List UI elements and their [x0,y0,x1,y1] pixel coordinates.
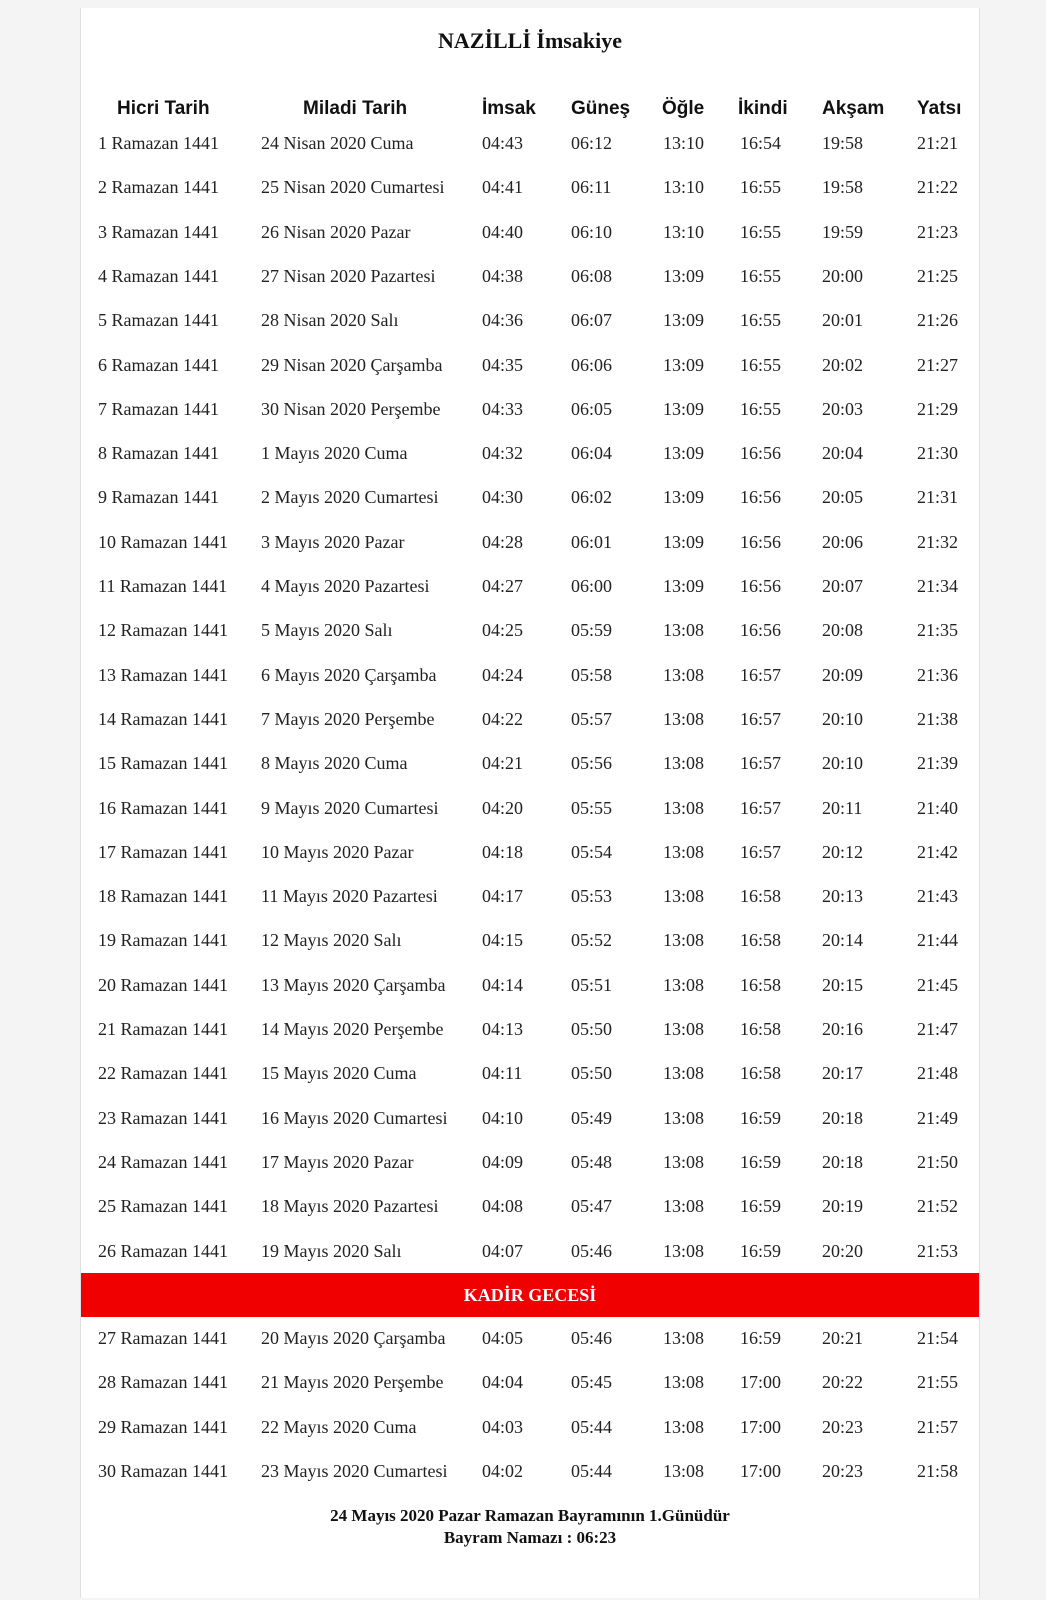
header-imsak: İmsak [482,98,536,119]
cell-imsak: 04:33 [482,398,524,419]
cell-aksam: 19:59 [822,221,864,242]
cell-ikindi: 16:59 [740,1151,782,1172]
cell-ogle: 13:08 [663,1019,705,1039]
cell-miladi-tarih: 22 Mayıs 2020 Cuma [261,1416,417,1437]
cell-ikindi: 16:59 [740,1107,782,1128]
cell-hicri-tarih: 13 Ramazan 1441 [98,664,228,685]
cell-aksam: 20:18 [822,1107,864,1128]
cell-ogle: 13:08 [663,708,705,729]
cell-gunes: 05:59 [571,620,613,641]
cell-hicri-tarih: 23 Ramazan 1441 [98,1107,228,1128]
cell-miladi-tarih: 5 Mayıs 2020 Salı [261,620,393,641]
header-hicri-tarih: Hicri Tarih [117,98,210,119]
cell-ikindi: 16:55 [740,177,782,198]
cell-yatsi: 21:26 [917,310,959,331]
cell-gunes: 05:44 [571,1460,613,1481]
cell-ogle: 13:09 [663,265,705,286]
cell-hicri-tarih: 26 Ramazan 1441 [98,1240,228,1261]
cell-miladi-tarih: 1 Mayıs 2020 Cuma [261,443,408,464]
cell-yatsi: 21:29 [917,398,959,419]
cell-yatsi: 21:35 [917,620,959,641]
cell-hicri-tarih: 12 Ramazan 1441 [98,620,228,641]
cell-ikindi: 16:55 [740,398,782,419]
table-row [81,310,979,340]
cell-aksam: 20:07 [822,576,864,596]
cell-aksam: 20:13 [822,886,864,907]
cell-hicri-tarih: 5 Ramazan 1441 [98,310,219,331]
cell-miladi-tarih: 14 Mayıs 2020 Perşembe [261,1019,444,1039]
table-row [81,709,979,739]
header-ikindi: İkindi [738,98,788,119]
cell-gunes: 06:08 [571,265,613,286]
cell-aksam: 20:20 [822,1240,864,1261]
cell-aksam: 20:15 [822,974,864,995]
cell-ogle: 13:10 [663,221,705,242]
cell-ikindi: 16:59 [740,1328,782,1348]
cell-gunes: 05:49 [571,1107,613,1128]
cell-ikindi: 16:59 [740,1240,782,1261]
table-row [81,1372,979,1402]
cell-gunes: 06:04 [571,443,613,464]
cell-gunes: 05:51 [571,974,613,995]
cell-hicri-tarih: 16 Ramazan 1441 [98,797,228,818]
cell-miladi-tarih: 25 Nisan 2020 Cumartesi [261,177,445,198]
cell-ikindi: 16:55 [740,265,782,286]
cell-yatsi: 21:49 [917,1107,959,1128]
cell-aksam: 20:10 [822,753,864,774]
cell-gunes: 05:53 [571,886,613,907]
cell-imsak: 04:25 [482,620,524,641]
cell-yatsi: 21:27 [917,354,959,375]
cell-hicri-tarih: 29 Ramazan 1441 [98,1416,228,1437]
cell-imsak: 04:30 [482,487,524,508]
cell-miladi-tarih: 29 Nisan 2020 Çarşamba [261,354,443,375]
cell-yatsi: 21:57 [917,1416,959,1437]
cell-gunes: 05:44 [571,1416,613,1437]
cell-ogle: 13:08 [663,1196,705,1217]
cell-aksam: 20:08 [822,620,864,641]
cell-miladi-tarih: 16 Mayıs 2020 Cumartesi [261,1107,448,1128]
cell-gunes: 05:55 [571,797,613,818]
cell-imsak: 04:36 [482,310,524,331]
table-row [81,665,979,695]
table-row [81,1417,979,1447]
cell-aksam: 20:22 [822,1372,864,1393]
cell-hicri-tarih: 10 Ramazan 1441 [98,531,228,552]
cell-yatsi: 21:32 [917,531,959,552]
cell-ikindi: 16:57 [740,753,782,774]
table-row [81,443,979,473]
table-row [81,532,979,562]
cell-aksam: 20:01 [822,310,864,331]
cell-miladi-tarih: 27 Nisan 2020 Pazartesi [261,265,436,286]
cell-ikindi: 16:57 [740,664,782,685]
cell-imsak: 04:09 [482,1151,524,1172]
table-row [81,930,979,960]
table-row [81,1152,979,1182]
cell-ogle: 13:09 [663,487,705,508]
cell-miladi-tarih: 9 Mayıs 2020 Cumartesi [261,797,439,818]
cell-ikindi: 16:57 [740,797,782,818]
cell-ogle: 13:08 [663,1460,705,1481]
cell-imsak: 04:21 [482,753,524,774]
cell-yatsi: 21:52 [917,1196,959,1217]
cell-yatsi: 21:58 [917,1460,959,1481]
cell-yatsi: 21:22 [917,177,959,198]
cell-yatsi: 21:45 [917,974,959,995]
header-gunes: Güneş [571,98,631,119]
cell-imsak: 04:13 [482,1019,524,1039]
cell-hicri-tarih: 3 Ramazan 1441 [98,221,219,242]
cell-ogle: 13:08 [663,753,705,774]
cell-aksam: 20:02 [822,354,864,375]
cell-ikindi: 16:58 [740,886,782,907]
cell-miladi-tarih: 6 Mayıs 2020 Çarşamba [261,664,437,685]
cell-ikindi: 16:57 [740,708,782,729]
cell-hicri-tarih: 6 Ramazan 1441 [98,354,219,375]
cell-aksam: 20:05 [822,487,864,508]
cell-aksam: 20:21 [822,1328,864,1348]
cell-aksam: 20:14 [822,930,864,951]
cell-miladi-tarih: 13 Mayıs 2020 Çarşamba [261,974,446,995]
cell-gunes: 06:02 [571,487,613,508]
cell-hicri-tarih: 20 Ramazan 1441 [98,974,228,995]
cell-aksam: 20:09 [822,664,864,685]
cell-miladi-tarih: 11 Mayıs 2020 Pazartesi [261,886,438,907]
cell-ikindi: 16:56 [740,620,782,641]
cell-hicri-tarih: 27 Ramazan 1441 [98,1328,228,1348]
table-row [81,886,979,916]
cell-ikindi: 17:00 [740,1460,782,1481]
cell-ikindi: 16:58 [740,1063,782,1084]
page-title: NAZİLLİ İmsakiye [438,28,622,53]
cell-miladi-tarih: 23 Mayıs 2020 Cumartesi [261,1460,448,1481]
cell-ogle: 13:09 [663,310,705,331]
header-aksam: Akşam [822,98,885,119]
cell-miladi-tarih: 26 Nisan 2020 Pazar [261,221,411,242]
cell-hicri-tarih: 7 Ramazan 1441 [98,398,219,419]
cell-miladi-tarih: 12 Mayıs 2020 Salı [261,930,402,951]
cell-yatsi: 21:55 [917,1372,959,1393]
cell-aksam: 19:58 [822,133,864,153]
cell-imsak: 04:17 [482,886,524,907]
cell-ogle: 13:08 [663,664,705,685]
cell-imsak: 04:20 [482,797,524,818]
cell-miladi-tarih: 28 Nisan 2020 Salı [261,310,399,331]
cell-ogle: 13:10 [663,177,705,198]
cell-miladi-tarih: 10 Mayıs 2020 Pazar [261,841,414,862]
cell-imsak: 04:14 [482,974,524,995]
cell-gunes: 06:07 [571,310,613,331]
cell-miladi-tarih: 7 Mayıs 2020 Perşembe [261,708,435,729]
cell-aksam: 20:16 [822,1019,864,1039]
table-row [81,975,979,1005]
cell-gunes: 06:00 [571,576,613,596]
cell-aksam: 20:18 [822,1151,864,1172]
cell-ikindi: 16:54 [740,133,782,153]
cell-yatsi: 21:39 [917,753,959,774]
cell-imsak: 04:32 [482,443,524,464]
table-row [81,1461,979,1491]
cell-imsak: 04:10 [482,1107,524,1128]
kadir-gecesi-banner: KADİR GECESİ [81,1273,979,1317]
cell-ikindi: 16:56 [740,487,782,508]
cell-ikindi: 17:00 [740,1372,782,1393]
cell-hicri-tarih: 18 Ramazan 1441 [98,886,228,907]
cell-gunes: 05:52 [571,930,613,951]
cell-gunes: 05:46 [571,1328,613,1348]
cell-imsak: 04:27 [482,576,524,596]
footer-bayram-note: 24 Mayıs 2020 Pazar Ramazan Bayramının 1.Günüdür [330,1506,730,1525]
cell-yatsi: 21:53 [917,1240,959,1261]
cell-ikindi: 16:55 [740,310,782,331]
cell-gunes: 05:50 [571,1019,613,1039]
cell-ogle: 13:09 [663,398,705,419]
cell-hicri-tarih: 1 Ramazan 1441 [98,133,219,153]
cell-hicri-tarih: 9 Ramazan 1441 [98,487,219,508]
cell-ogle: 13:09 [663,354,705,375]
cell-imsak: 04:41 [482,177,524,198]
cell-ogle: 13:08 [663,886,705,907]
cell-gunes: 05:56 [571,753,613,774]
cell-yatsi: 21:36 [917,664,959,685]
cell-miladi-tarih: 30 Nisan 2020 Perşembe [261,398,441,419]
cell-ikindi: 16:58 [740,1019,782,1039]
cell-imsak: 04:05 [482,1328,524,1348]
cell-gunes: 05:50 [571,1063,613,1084]
table-row [81,266,979,296]
cell-yatsi: 21:30 [917,443,959,464]
cell-imsak: 04:18 [482,841,524,862]
cell-aksam: 20:10 [822,708,864,729]
cell-yatsi: 21:44 [917,930,959,951]
table-row [81,753,979,783]
cell-ogle: 13:08 [663,1240,705,1261]
cell-hicri-tarih: 14 Ramazan 1441 [98,708,228,729]
table-row [81,487,979,517]
cell-aksam: 20:06 [822,531,864,552]
cell-imsak: 04:22 [482,708,524,729]
header-miladi-tarih: Miladi Tarih [303,98,408,119]
cell-gunes: 06:11 [571,177,612,198]
cell-hicri-tarih: 11 Ramazan 1441 [98,576,228,596]
cell-imsak: 04:03 [482,1416,524,1437]
cell-gunes: 06:05 [571,398,613,419]
cell-ogle: 13:08 [663,1107,705,1128]
cell-miladi-tarih: 4 Mayıs 2020 Pazartesi [261,576,430,596]
cell-ikindi: 16:55 [740,354,782,375]
cell-yatsi: 21:40 [917,797,959,818]
cell-hicri-tarih: 15 Ramazan 1441 [98,753,228,774]
cell-miladi-tarih: 8 Mayıs 2020 Cuma [261,753,408,774]
cell-aksam: 20:03 [822,398,864,419]
cell-ogle: 13:08 [663,1372,705,1393]
cell-hicri-tarih: 8 Ramazan 1441 [98,443,219,464]
cell-miladi-tarih: 2 Mayıs 2020 Cumartesi [261,487,439,508]
cell-hicri-tarih: 19 Ramazan 1441 [98,930,228,951]
cell-ogle: 13:09 [663,576,705,596]
table-row [81,222,979,252]
cell-aksam: 19:58 [822,177,864,198]
cell-ikindi: 16:55 [740,221,782,242]
cell-yatsi: 21:54 [917,1328,959,1348]
cell-gunes: 05:48 [571,1151,613,1172]
cell-miladi-tarih: 21 Mayıs 2020 Perşembe [261,1372,444,1393]
cell-gunes: 05:47 [571,1196,613,1217]
cell-imsak: 04:35 [482,354,524,375]
cell-imsak: 04:28 [482,531,524,552]
cell-imsak: 04:07 [482,1240,524,1261]
cell-hicri-tarih: 24 Ramazan 1441 [98,1151,228,1172]
cell-ogle: 13:08 [663,620,705,641]
cell-miladi-tarih: 19 Mayıs 2020 Salı [261,1240,402,1261]
cell-gunes: 06:12 [571,133,613,153]
cell-yatsi: 21:31 [917,487,959,508]
cell-ogle: 13:08 [663,974,705,995]
cell-ogle: 13:10 [663,133,705,153]
table-row [81,1328,979,1358]
cell-yatsi: 21:48 [917,1063,959,1084]
cell-imsak: 04:15 [482,930,524,951]
cell-hicri-tarih: 28 Ramazan 1441 [98,1372,228,1393]
cell-ogle: 13:08 [663,797,705,818]
cell-ikindi: 16:57 [740,841,782,862]
cell-miladi-tarih: 20 Mayıs 2020 Çarşamba [261,1328,446,1348]
table-row [81,177,979,207]
imsakiye-sheet [80,8,980,1598]
table-row [81,1108,979,1138]
cell-aksam: 20:19 [822,1196,864,1217]
table-row [81,576,979,606]
cell-hicri-tarih: 21 Ramazan 1441 [98,1019,228,1039]
cell-yatsi: 21:43 [917,886,959,907]
cell-gunes: 06:01 [571,531,613,552]
cell-miladi-tarih: 18 Mayıs 2020 Pazartesi [261,1196,439,1217]
cell-gunes: 05:58 [571,664,613,685]
cell-ogle: 13:09 [663,443,705,464]
cell-ikindi: 16:56 [740,576,782,596]
cell-imsak: 04:38 [482,265,524,286]
cell-gunes: 05:45 [571,1372,613,1393]
table-row [81,1019,979,1049]
cell-imsak: 04:40 [482,221,524,242]
table-row [81,620,979,650]
cell-hicri-tarih: 17 Ramazan 1441 [98,841,228,862]
table-row [81,1241,979,1271]
cell-imsak: 04:43 [482,133,524,153]
cell-yatsi: 21:47 [917,1019,959,1039]
cell-yatsi: 21:21 [917,133,959,153]
cell-yatsi: 21:42 [917,841,959,862]
cell-yatsi: 21:23 [917,221,959,242]
cell-ikindi: 16:58 [740,974,782,995]
cell-ikindi: 16:59 [740,1196,782,1217]
cell-ogle: 13:08 [663,930,705,951]
cell-imsak: 04:24 [482,664,524,685]
header-ogle: Öğle [662,98,705,119]
cell-hicri-tarih: 22 Ramazan 1441 [98,1063,228,1084]
table-row [81,133,979,163]
cell-yatsi: 21:38 [917,708,959,729]
cell-hicri-tarih: 30 Ramazan 1441 [98,1460,228,1481]
cell-miladi-tarih: 15 Mayıs 2020 Cuma [261,1063,417,1084]
cell-imsak: 04:11 [482,1063,523,1084]
cell-ogle: 13:08 [663,1063,705,1084]
cell-ikindi: 16:58 [740,930,782,951]
cell-hicri-tarih: 4 Ramazan 1441 [98,265,219,286]
cell-hicri-tarih: 2 Ramazan 1441 [98,177,219,198]
table-row [81,399,979,429]
table-row [81,798,979,828]
cell-imsak: 04:08 [482,1196,524,1217]
cell-ogle: 13:08 [663,1416,705,1437]
cell-ikindi: 16:56 [740,531,782,552]
cell-aksam: 20:12 [822,841,864,862]
table-row [81,355,979,385]
cell-ogle: 13:09 [663,531,705,552]
cell-gunes: 05:46 [571,1240,613,1261]
header-yatsi: Yatsı [917,98,962,119]
cell-yatsi: 21:34 [917,576,959,596]
cell-imsak: 04:04 [482,1372,524,1393]
cell-ogle: 13:08 [663,1151,705,1172]
cell-aksam: 20:04 [822,443,864,464]
cell-gunes: 05:54 [571,841,613,862]
cell-ikindi: 16:56 [740,443,782,464]
cell-aksam: 20:17 [822,1063,864,1084]
cell-ogle: 13:08 [663,841,705,862]
cell-imsak: 04:02 [482,1460,524,1481]
cell-gunes: 06:10 [571,221,613,242]
cell-aksam: 20:23 [822,1460,864,1481]
cell-gunes: 06:06 [571,354,613,375]
cell-miladi-tarih: 3 Mayıs 2020 Pazar [261,531,405,552]
cell-yatsi: 21:25 [917,265,959,286]
cell-hicri-tarih: 25 Ramazan 1441 [98,1196,228,1217]
cell-aksam: 20:23 [822,1416,864,1437]
cell-aksam: 20:00 [822,265,864,286]
table-row [81,1196,979,1226]
cell-yatsi: 21:50 [917,1151,959,1172]
table-row [81,1063,979,1093]
footer-bayram-namazi: Bayram Namazı : 06:23 [443,1528,617,1547]
cell-aksam: 20:11 [822,797,863,818]
cell-gunes: 05:57 [571,708,613,729]
cell-ikindi: 17:00 [740,1416,782,1437]
cell-miladi-tarih: 24 Nisan 2020 Cuma [261,133,414,153]
cell-ogle: 13:08 [663,1328,705,1348]
table-row [81,842,979,872]
cell-miladi-tarih: 17 Mayıs 2020 Pazar [261,1151,414,1172]
